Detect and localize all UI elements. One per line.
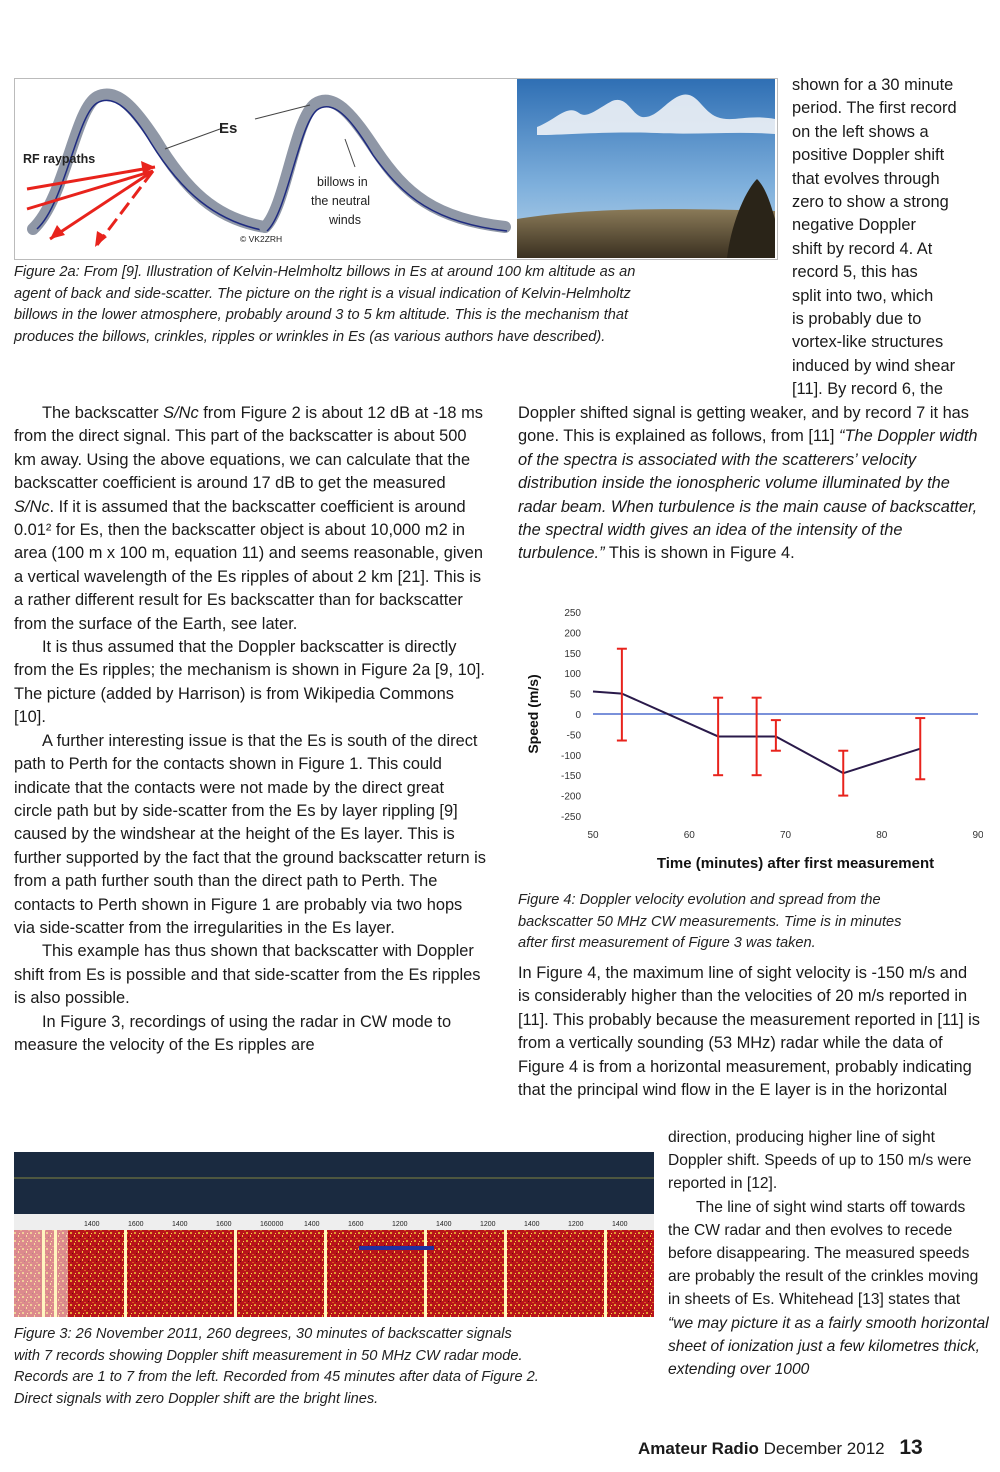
label-rf-raypaths: RF raypaths [23,152,96,166]
label-billows-3: winds [329,213,361,227]
scale-label: 1600 [128,1221,144,1228]
y-tick-label: -100 [560,750,581,762]
text-line: shown for a 30 minute [792,76,954,94]
scale-label: 1400 [84,1221,100,1228]
scale-label: 1600 [216,1221,232,1228]
billow-right [265,101,505,227]
figure-2a-caption [14,262,774,348]
quote-doppler-width: “The Doppler width of the spectra is associated with the scatterers’ velocity distribution inside the ionospheric volume illuminated by the radar beam. When turbulence is the main cause of backscatter, the spectral width gives an idea of the intensity of the turbulence.” [518,427,978,563]
label-es: Es [219,120,238,137]
record-band [14,1230,68,1317]
direct-signal-line [324,1230,327,1317]
paragraph-3: A further interesting issue is that the Es is south of the direct path to Perth for the contacts shown in Figure 1. This could indicate that the contacts were not made by the direct great circle path but by side-scatter from the Es by layer rippling [9] caused by the windshear at the height of the Es layer. This is further supported by the fact that the ground backscatter return is from a path further south than the direct path to Perth. The contacts to Perth shown in Figure 1 are probably via two hops via side-scatter from the irregularities in the Es layer. [14,731,486,937]
caption-line: billows in the lower atmosphere, probably around 3 to 5 km altitude. This is the mechanism that [14,307,629,323]
y-tick-label: 250 [564,608,581,619]
right-bottom-column [668,1126,990,1381]
y-tick-label: -250 [560,812,581,823]
issue-date: December 2012 [763,1439,885,1458]
frequency-scale [14,1214,654,1230]
caption-line: produces the billows, crinkles, ripples or wrinkles in Es (as various authors have described). [14,328,606,345]
direct-signal-line [424,1230,427,1317]
ray-back-2 [97,171,153,245]
scale-label: 1400 [304,1221,320,1228]
caption-line: Records are 1 to 7 from the left. Recorded from 45 minutes after data of Figure 2. [14,1369,539,1385]
paragraph-2: It is thus assumed that the Doppler backscatter is directly from the Es ripples; the mechanism is shown in Figure 2a [9, 10]. The picture (added by Harrison) is from Wikipedia Commons [10]. [14,638,485,727]
waterfall-panel [14,1230,654,1317]
figure-4-caption [518,890,988,955]
text-line: [11]. By record 6, the [792,380,943,399]
x-axis-label: Time (minutes) after first measurement [656,855,935,872]
label-billows-1: billows in [317,175,368,189]
x-tick-label: 60 [683,830,695,841]
caption-line: Figure 3: 26 November 2011, 260 degrees, 30 minutes of backscatter signals [14,1326,512,1342]
direct-signal-line [504,1230,507,1317]
billows-pointer [345,139,355,167]
y-tick-label: -150 [560,771,581,783]
label-billows-2: the neutral [311,194,371,208]
y-tick-label: 200 [564,628,581,640]
scale-label: 1400 [612,1221,628,1228]
caption-line: Figure 4: Doppler velocity evolution and spread from the [518,892,881,908]
paragraph-direction: direction, producing higher line of sight Doppler shift. Speeds of up to 150 m/s were reported in [12]. [668,1129,972,1193]
left-column [14,402,486,1057]
text-line: record 5, this has [792,263,918,282]
y-tick-label: -50 [566,730,581,742]
direct-signal-line [54,1230,57,1317]
paragraph-5: In Figure 3, recordings of using the radar in CW mode to measure the velocity of the Es ripples are [14,1012,452,1054]
figure-3-caption [14,1324,654,1410]
y-tick-label: 50 [569,689,581,701]
text-line: is probably due to [792,310,922,329]
y-tick-label: 150 [564,648,581,660]
direct-signal-line [42,1230,45,1317]
caption-line: backscatter 50 MHz CW measurements. Time is in minutes [518,913,902,930]
scale-label: 1200 [568,1221,584,1228]
scale-label: 1600 [348,1221,364,1228]
text-line: vortex-like structures [792,333,944,352]
text-line: shift by record 4. At [792,239,933,258]
paragraph-doppler: Doppler shifted signal is getting weaker, and by record 7 it has gone. This is explained as follows, from [11] “The Doppler width of the spectra is associated with the scatterers’ velocity distribution inside the ionospheric volume illuminated by the radar beam. When turbulence is the main cause of backscatter, the spectral width gives an idea of the intensity of the turbulence.” This is shown in Figure 4. [518,404,978,563]
es-pointer-left [165,129,220,149]
magazine-name: Amateur Radio [638,1439,759,1458]
y-tick-label: -200 [560,791,581,803]
right-mid-text [518,402,990,566]
text-line: period. The first record [792,99,957,118]
caption-line: agent of back and side-scatter. The picture on the right is a visual indication of Kelvin-Helmholtz [14,285,631,302]
quote-whitehead: “we may picture it as a fairly smooth horizontal sheet of ionization just a few kilometres thick, extending over 1000 [668,1314,989,1379]
y-axis-label: Speed (m/s) [525,674,541,754]
direct-signal-line [234,1230,237,1317]
scale-label: 1400 [436,1221,452,1228]
label-copyright: © VK2ZRH [240,234,283,244]
text-line: split into two, which [792,286,934,305]
figure-4-chart [518,600,983,880]
page-footer [638,1436,990,1462]
text-line: that evolves through [792,169,940,188]
paragraph-max-velocity: In Figure 4, the maximum line of sight velocity is -150 m/s and is considerably higher than the velocities of 20 m/s reported in [11]. This probably because the measurement reported in [11] is from a vertically sounding (53 MHz) radar while the data of Figure 4 is from a horizontal measurement, probably indicating that the principal wind flow in the E layer is in the horizontal [518,964,980,1100]
caption-line: Figure 2a: From [9]. Illustration of Kelvin-Helmholtz billows in Es at around 100 km altitude as an [14,264,636,280]
direct-signal-line [124,1230,127,1317]
direct-signal-line [604,1230,607,1317]
x-tick-label: 80 [876,830,888,841]
text-line: on the left shows a [792,122,929,141]
cloud-photo [517,79,775,258]
paragraph-1: The backscatter S/Nc from Figure 2 is about 12 dB at -18 ms from the direct signal. This part of the backscatter is about 500 km away. Using the above equations, we can calculate that the backscatter coefficient is around 17 dB to get the measured S/Nc. If it is assumed that the backscatter coefficient is around 0.01² for Es, then the backscatter object is about 10,000 m2 in area (100 m x 100 m, equation 11) and seems reasonable, given a vertical wavelength of the Es ripples of about 2 km [21]. This is a rather different result for Es backscatter than for backscatter from the surface of the Earth, see later. [14,404,483,633]
caption-line: after first measurement of Figure 3 was taken. [518,935,816,951]
scale-label: 1200 [392,1221,408,1228]
scale-label: 1400 [524,1221,540,1228]
text-line: induced by wind shear [792,356,956,375]
paragraph-line-of-sight: The line of sight wind starts off towards the CW radar and then evolves to recede before disappearing. The measured speeds are probably the result of the crinkles moving in sheets of Es. Whitehead [13] states that [668,1198,979,1309]
scale-label: 1200 [480,1221,496,1228]
page-number: 13 [899,1436,923,1459]
caption-line: Direct signals with zero Doppler shift are the bright lines. [14,1390,379,1407]
x-tick-label: 50 [587,830,599,841]
caption-line: with 7 records showing Doppler shift measurement in 50 MHz CW radar mode. [14,1347,523,1364]
paragraph-4: This example has thus shown that backscatter with Doppler shift from Es is possible and that side-scatter from the Es ripples is also possible. [14,942,481,1008]
x-tick-label: 90 [972,830,983,841]
y-tick-label: 100 [564,669,581,681]
text-line: negative Doppler [792,216,916,235]
right-top-column [792,74,992,402]
arrowhead-3 [95,231,107,247]
doppler-velocity-chart [518,600,983,880]
scale-label: 160000 [260,1221,284,1228]
y-tick-label: 0 [575,710,581,721]
right-low-text [518,962,982,1102]
time-trace-panel [14,1152,654,1214]
text-line: positive Doppler shift [792,146,945,165]
ray-incoming-1 [27,167,155,189]
x-tick-label: 70 [779,830,792,841]
text-line: zero to show a strong [792,193,949,212]
scale-label: 1400 [172,1221,188,1228]
figure-3-spectrogram [14,1152,654,1317]
